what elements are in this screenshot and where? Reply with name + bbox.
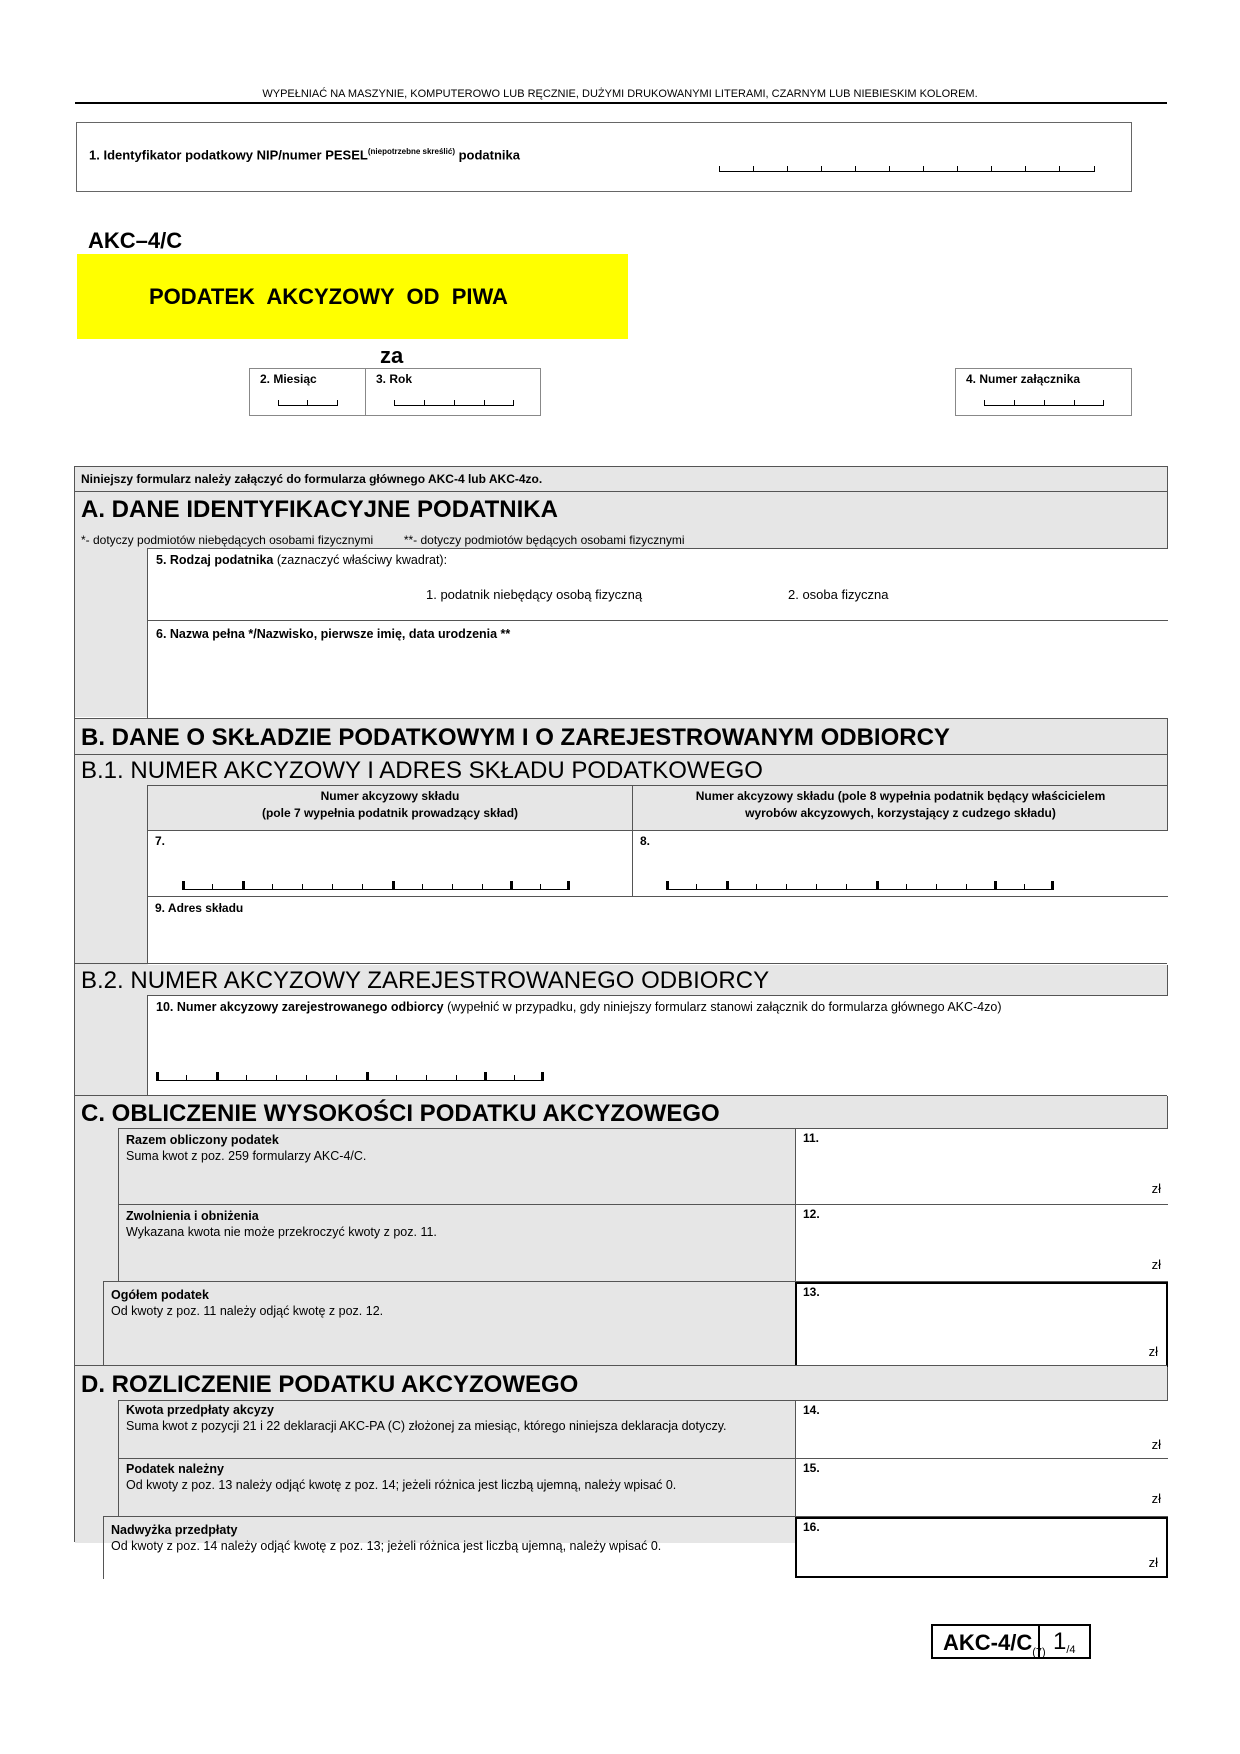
field6-label: 6. Nazwa pełna */Nazwisko, pierwsze imię, data urodzenia ** [156,627,511,641]
row-11-desc: Suma kwot z poz. 259 formularzy AKC-4/C. [126,1149,367,1163]
section-d [75,1365,1167,1570]
field5-box [147,548,1168,621]
row-12-input[interactable] [795,1205,1169,1282]
row-15-unit: zł [1151,1491,1161,1506]
taxpayer-id-label: 1. Identyfikator podatkowy NIP/numer PESEL [89,147,368,163]
header-rule [75,102,1167,104]
row-16-title: Nadwyżka przedpłaty [111,1523,238,1537]
form-title: PODATEK AKCYZOWY OD PIWA [149,284,508,309]
taxpayer-id-box [76,122,1132,192]
row-13-desc: Od kwoty z poz. 11 należy odjąć kwotę z poz. 12. [111,1304,384,1318]
field5-option-1[interactable]: 1. podatnik niebędący osobą fizyczną [426,587,643,602]
row-15-desc: Od kwoty z poz. 13 należy odjąć kwotę z poz. 14; jeżeli różnica jest liczbą ujemną, należy wpisać 0. [126,1478,677,1492]
row-11-unit: zł [1151,1181,1161,1196]
field7-box [148,830,632,896]
field7-label: 7. [155,834,166,848]
za-label: za [380,343,404,368]
footer-version: (7) [1032,1646,1046,1659]
col1-header-line2: (pole 7 wypełnia podatnik prowadzący skład) [261,806,519,820]
field7-input[interactable] [182,881,570,890]
section-a-title: A. DANE IDENTYFIKACYJNE PODATNIKA [81,496,558,523]
row-14-input[interactable] [795,1401,1169,1459]
row-11 [118,1128,1168,1205]
field10-input[interactable] [156,1072,544,1081]
section-b1-title: B.1. NUMER AKCYZOWY I ADRES SKŁADU PODATKOWEGO [81,757,763,784]
row-13-title: Ogółem podatek [111,1288,209,1302]
row-12 [118,1204,1168,1282]
form-code: AKC–4/C [88,228,183,253]
field8-label: 8. [640,834,651,848]
row-12-desc: Wykazana kwota nie może przekroczyć kwoty z poz. 11. [126,1225,437,1239]
year-label: 3. Rok [376,372,413,386]
section-c-title: C. OBLICZENIE WYSOKOŚCI PODATKU AKCYZOWEGO [81,1100,720,1127]
section-c [75,1095,1167,1366]
row-13-num: 13. [803,1285,820,1299]
attachment-number-input[interactable] [984,399,1104,406]
field6-box[interactable] [147,620,1168,718]
year-input[interactable] [394,399,514,406]
row-15-input[interactable] [795,1459,1169,1516]
footer-page-of: /4 [1066,1644,1076,1657]
row-16-input[interactable] [795,1517,1168,1578]
row-11-input[interactable] [795,1129,1169,1205]
footer-page: 1 [1053,1628,1067,1655]
row-14 [118,1400,1168,1459]
row-14-unit: zł [1151,1437,1161,1452]
row-11-title: Razem obliczony podatek [126,1133,279,1147]
field8-box [633,830,1168,896]
section-b2-title: B.2. NUMER AKCYZOWY ZAREJESTROWANEGO ODBIORCY [81,967,770,994]
field9-box[interactable] [148,896,1168,965]
fill-instruction: WYPEŁNIAĆ NA MASZYNIE, KOMPUTEROWO LUB RĘCZNIE, DUŻYMI DRUKOWANYMI LITERAMI, CZARNYM LUB NIEBIESKIM KOLOREM. [262,88,978,100]
row-13-unit: zł [1148,1344,1158,1359]
row-16 [103,1516,1168,1579]
attachment-number-box [955,368,1132,416]
attachment-number-label: 4. Numer załącznika [966,372,1081,386]
taxpayer-id-tail: podatnika [458,147,521,163]
row-13-input[interactable] [795,1282,1168,1367]
row-13 [103,1281,1168,1367]
row-14-desc: Suma kwot z pozycji 21 i 22 deklaracji AKC-PA (C) złożonej za miesiąc, którego niniejsza deklaracja dotyczy. [126,1419,727,1433]
row-16-unit: zł [1148,1555,1158,1570]
section-b [75,718,1167,1095]
period-box [249,368,541,416]
row-12-title: Zwolnienia i obniżenia [126,1209,259,1223]
section-a [75,492,1167,717]
field8-input[interactable] [666,881,1054,890]
month-label: 2. Miesiąc [260,372,317,386]
row-14-num: 14. [803,1403,820,1417]
col2-header-line2: wyrobów akcyzowych, korzystający z cudzego składu) [745,806,1056,820]
field5-hint: (zaznaczyć właściwy kwadrat): [276,553,448,567]
field10-label: 10. Numer akcyzowy zarejestrowanego odbiorcy [156,1000,444,1014]
taxpayer-id-super: (niepotrzebne skreślić) [367,147,455,156]
row-15-title: Podatek należny [126,1462,224,1476]
row-14-title: Kwota przedpłaty akcyzy [126,1403,274,1417]
col2-header-line1: Numer akcyzowy składu (pole 8 wypełnia podatnik będący właścicielem [695,789,1106,803]
row-16-desc: Od kwoty z poz. 14 należy odjąć kwotę z poz. 13; jeżeli różnica jest liczbą ujemną, należy wpisać 0. [111,1539,662,1553]
taxpayer-id-input[interactable] [719,163,1095,172]
section-a-note2: **- dotyczy podmiotów będących osobami fizycznymi [403,533,685,547]
row-15 [118,1458,1168,1516]
title-banner [77,254,628,339]
field5-label: 5. Rodzaj podatnika [156,553,274,567]
field5-option-2[interactable]: 2. osoba fizyczna [788,587,889,602]
row-16-num: 16. [803,1520,820,1534]
section-a-note1: *- dotyczy podmiotów niebędących osobami fizycznymi [81,533,374,547]
section-b-title: B. DANE O SKŁADZIE PODATKOWYM I O ZAREJESTROWANYM ODBIORCY [81,724,950,751]
main-form [74,466,1168,1570]
col1-header-line1: Numer akcyzowy składu [320,789,460,803]
section-d-title: D. ROZLICZENIE PODATKU AKCYZOWEGO [81,1371,579,1398]
row-15-num: 15. [803,1461,820,1475]
row-12-num: 12. [803,1207,820,1221]
row-12-unit: zł [1151,1257,1161,1272]
field10-box [147,995,1168,1096]
field9-label: 9. Adres składu [155,901,244,915]
field10-hint: (wypełnić w przypadku, gdy niniejszy formularz stanowi załącznik do formularza głównego AKC-4zo) [447,1000,1002,1014]
footer-code-box [931,1624,1091,1659]
attach-note: Niniejszy formularz należy załączyć do formularza głównego AKC-4 lub AKC-4zo. [81,472,543,486]
row-11-num: 11. [803,1131,820,1145]
month-input[interactable] [278,399,338,406]
footer-code: AKC-4/C [943,1630,1033,1655]
